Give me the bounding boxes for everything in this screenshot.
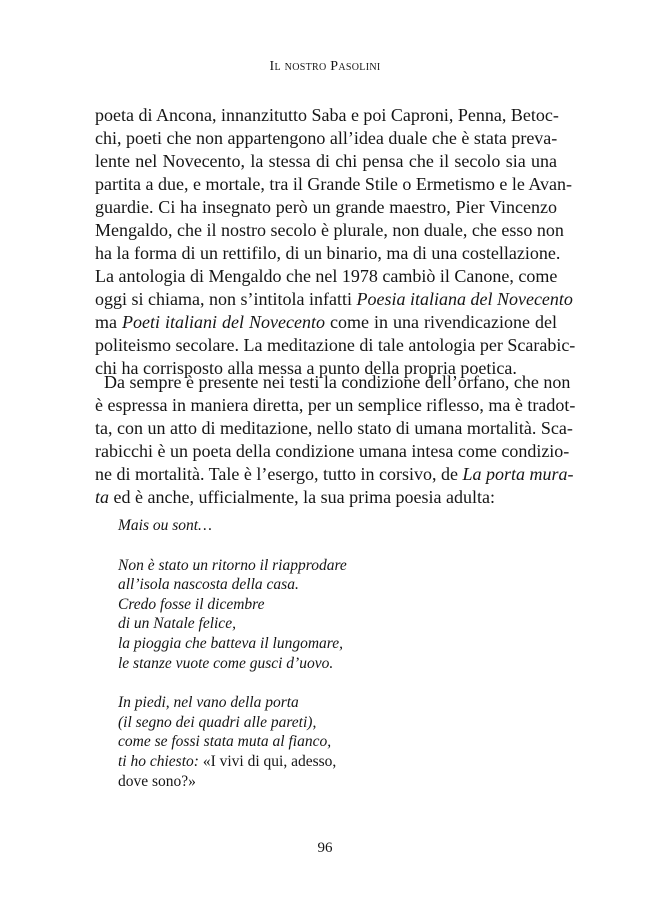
text-line: è espressa in maniera diretta, per un semplice riflesso, ma è tradot- (95, 395, 576, 415)
poem-line: Mais ou sont… (118, 517, 212, 534)
body-paragraph-1 (95, 104, 576, 380)
italic-title: La porta mura- (462, 464, 574, 484)
poem-line: la pioggia che batteva il lungomare, (118, 634, 343, 652)
text-line: politeismo secolare. La meditazione di tale antologia per Scarabic- (95, 335, 576, 355)
poem-line: Non è stato un ritorno il riapprodare (118, 556, 347, 574)
poem-stanza-1 (118, 556, 538, 674)
poem-block (118, 516, 538, 811)
text-line: ma Poeti italiani del Novecento come in una rivendicazione del (95, 312, 557, 332)
poem-stanza-2 (118, 693, 538, 791)
text-line: ne di mortalità. Tale è l’esergo, tutto in corsivo, de La porta mura- (95, 464, 574, 484)
text-line: oggi si chiama, non s’intitola infatti Poesia italiana del Novecento (95, 289, 573, 309)
poem-line: Credo fosse il dicembre (118, 595, 265, 613)
poem-line: di un Natale felice, (118, 615, 236, 633)
text-line: guardie. Ci ha insegnato però un grande maestro, Pier Vincenzo (95, 197, 557, 217)
poem-line: le stanze vuote come gusci d’uovo. (118, 654, 334, 672)
text-line: partita a due, e mortale, tra il Grande Stile o Ermetismo e le Avan- (95, 174, 572, 194)
poem-line: ti ho chiesto: «I vivi di qui, adesso, (118, 752, 337, 770)
poem-line: come se fossi stata muta al fianco, (118, 733, 332, 751)
text-line: poeta di Ancona, innanzitutto Saba e poi Caproni, Penna, Betoc- (95, 105, 559, 125)
text-line: ta ed è anche, ufficialmente, la sua prima poesia adulta: (95, 487, 496, 507)
text-line: Mengaldo, che il nostro secolo è plurale, non duale, che esso non (95, 220, 564, 240)
text-line: ta, con un atto di meditazione, nello stato di umana mortalità. Sca- (95, 418, 573, 438)
poem-line: dove sono?» (118, 772, 196, 790)
italic-title: Poesia italiana del Novecento (356, 289, 573, 309)
text-line: lente nel Novecento, la stessa di chi pensa che il secolo sia una (95, 151, 557, 171)
poem-epigraph (118, 516, 538, 536)
poem-line: all’isola nascosta della casa. (118, 576, 299, 594)
text-line: ha la forma di un rettifilo, di un binario, ma di una costellazione. (95, 243, 561, 263)
poem-line: In piedi, nel vano della porta (118, 694, 299, 712)
text-line: rabicchi è un poeta della condizione umana intesa come condizio- (95, 441, 570, 461)
running-header: Il nostro Pasolini (269, 59, 381, 74)
italic-title: Poeti italiani del Novecento (122, 312, 326, 332)
body-paragraph-2 (95, 371, 576, 509)
text-line: chi ha corrisposto alla messa a punto della propria poetica. (95, 358, 517, 378)
poem-line: (il segno dei quadri alle pareti), (118, 713, 317, 731)
text-line: chi, poeti che non appartengono all’idea duale che è stata preva- (95, 128, 558, 148)
italic-title: ta (95, 487, 110, 507)
page-number: 96 (317, 840, 333, 856)
text-line: Da sempre è presente nei testi la condizione dell’orfano, che non (104, 372, 571, 392)
text-line: La antologia di Mengaldo che nel 1978 cambiò il Canone, come (95, 266, 558, 286)
